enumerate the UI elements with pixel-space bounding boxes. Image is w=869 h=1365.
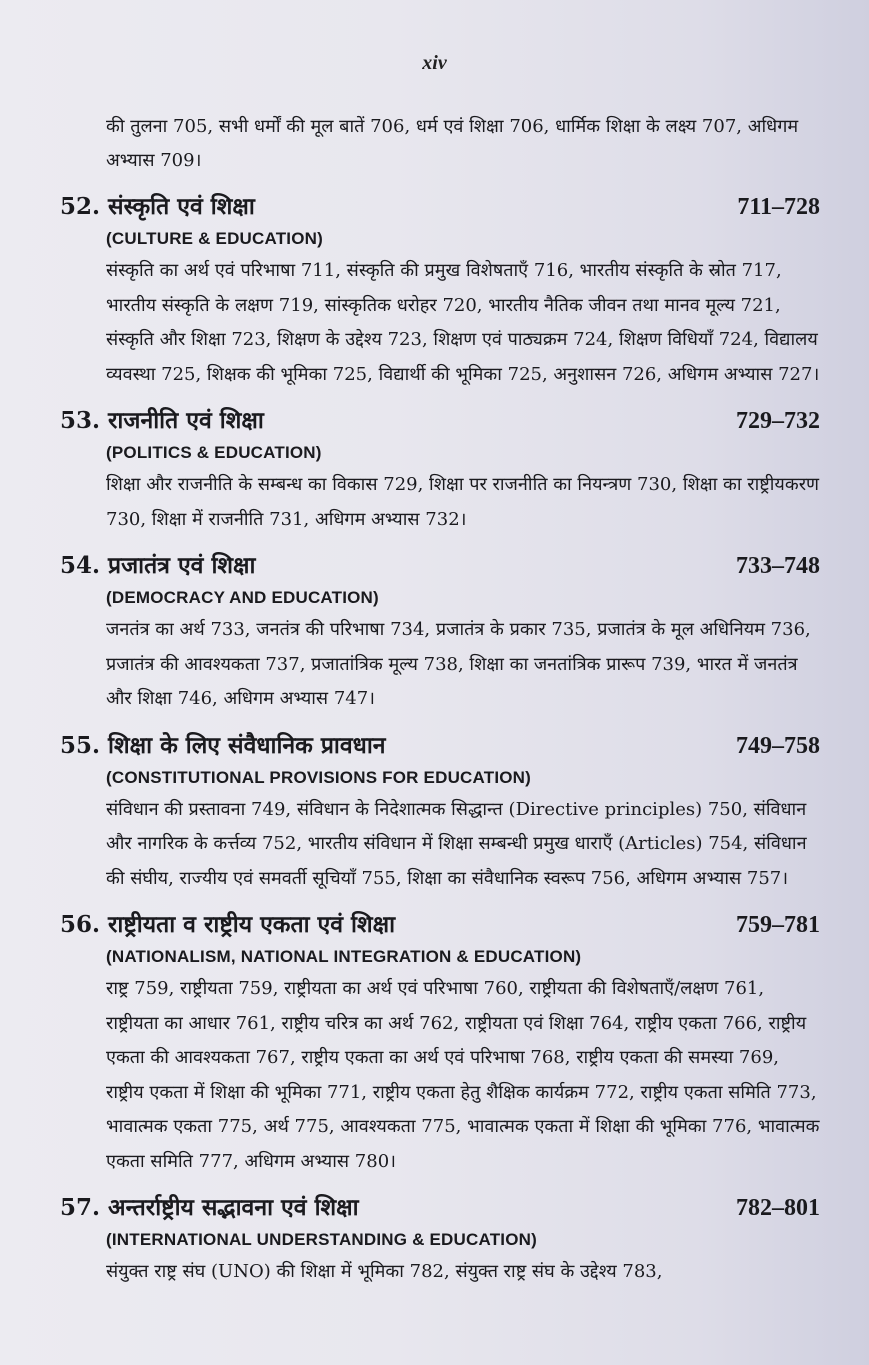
chapter-title-55: 55. शिक्षा के लिए संवैधानिक प्रावधान <box>60 731 386 759</box>
chapter-pages-55: 749–758 <box>736 732 820 759</box>
chapter-english-title-54: (DEMOCRACY AND EDUCATION) <box>106 588 379 607</box>
chapter-pages-56: 759–781 <box>736 912 820 938</box>
chapter-title-54: 54. प्रजातंत्र एवं शिक्षा <box>60 552 256 579</box>
chapter-topics-53: शिक्षा और राजनीति के सम्बन्ध का विकास 729, शिक्षा पर राजनीति का नियन्त्रण 730, शिक्षा का राष्ट्रीयकरण 730, शिक्षा में राजनीति 731, अधिगम अभ्यास 732। <box>106 474 820 530</box>
chapter-title-56: 56. राष्ट्रीयता व राष्ट्रीय एकता एवं शिक्षा <box>60 911 396 938</box>
chapter-title-57: 57. अन्तर्राष्ट्रीय सद्भावना एवं शिक्षा <box>60 1194 359 1221</box>
chapter-title-52: 52. संस्कृति एवं शिक्षा <box>60 193 255 220</box>
chapter-entry-52 <box>60 190 820 392</box>
chapter-entry-53 <box>60 404 820 537</box>
chapter-english-title-57: (INTERNATIONAL UNDERSTANDING & EDUCATION) <box>106 1230 537 1249</box>
page-number: xiv <box>422 52 447 74</box>
chapter-pages-57: 782–801 <box>736 1195 820 1221</box>
continued-entry-text: की तुलना 705, सभी धर्मों की मूल बातें 706, धर्म एवं शिक्षा 706, धार्मिक शिक्षा के लक्ष्य 707, अधिगम अभ्यास 709। <box>106 116 799 171</box>
table-of-contents <box>60 110 820 1290</box>
chapter-english-title-55: (CONSTITUTIONAL PROVISIONS FOR EDUCATION) <box>106 767 532 787</box>
chapter-topics-57: संयुक्त राष्ट्र संघ (UNO) की शिक्षा में भूमिका 782, संयुक्त राष्ट्र संघ के उद्देश्य 783, <box>106 1261 663 1282</box>
chapter-topics-55: संविधान की प्रस्तावना 749, संविधान के निदेशात्मक सिद्धान्त (Directive principles) 750, संविधान और नागरिक के कर्त्तव्य 752, भारतीय संविधान में शिक्षा सम्बन्धी प्रमुख धाराएँ (Articles) 754, संविधान की संघीय, राज्यीय एवं समवर्ती सूचियाँ 755, शिक्षा का संवैधानिक स्वरूप 756, अधिगम अभ्यास 757। <box>106 798 807 889</box>
chapter-topics-54: जनतंत्र का अर्थ 733, जनतंत्र की परिभाषा 734, प्रजातंत्र के प्रकार 735, प्रजातंत्र के मूल अधिनियम 736, प्रजातंत्र की आवश्यकता 737, प्रजातांत्रिक मूल्य 738, शिक्षा का जनतांत्रिक प्रारूप 739, भारत में जनतंत्र और शिक्षा 746, अधिगम अभ्यास 747। <box>106 619 811 709</box>
chapter-pages-54: 733–748 <box>736 553 820 579</box>
chapter-entry-56 <box>60 908 820 1179</box>
chapter-pages-53: 729–732 <box>736 408 820 434</box>
chapter-english-title-52: (CULTURE & EDUCATION) <box>106 229 323 248</box>
chapter-pages-52: 711–728 <box>737 194 820 220</box>
chapter-entry-54 <box>60 549 820 717</box>
chapter-topics-52: संस्कृति का अर्थ एवं परिभाषा 711, संस्कृति की प्रमुख विशेषताएँ 716, भारतीय संस्कृति के स्रोत 717, भारतीय संस्कृति के लक्षण 719, सांस्कृतिक धरोहर 720, भारतीय नैतिक जीवन तथा मानव मूल्य 721, संस्कृति और शिक्षा 723, शिक्षण के उद्देश्य 723, शिक्षण एवं पाठ्यक्रम 724, शिक्षण विधियाँ 724, विद्यालय व्यवस्था 725, शिक्षक की भूमिका 725, विद्यार्थी की भूमिका 725, अनुशासन 726, अधिगम अभ्यास 727। <box>106 260 820 385</box>
chapter-title-53: 53. राजनीति एवं शिक्षा <box>60 407 264 434</box>
chapter-entry-55 <box>60 729 820 897</box>
chapter-entry-57 <box>60 1191 820 1290</box>
chapter-english-title-56: (NATIONALISM, NATIONAL INTEGRATION & EDUCATION) <box>106 947 582 966</box>
chapter-topics-56: राष्ट्र 759, राष्ट्रीयता 759, राष्ट्रीयता का अर्थ एवं परिभाषा 760, राष्ट्रीयता की विशेषताएँ/लक्षण 761, राष्ट्रीयता का आधार 761, राष्ट्रीय चरित्र का अर्थ 762, राष्ट्रीयता एवं शिक्षा 764, राष्ट्रीय एकता 766, राष्ट्रीय एकता की आवश्यकता 767, राष्ट्रीय एकता का अर्थ एवं परिभाषा 768, राष्ट्रीय एकता की समस्या 769, राष्ट्रीय एकता में शिक्षा की भूमिका 771, राष्ट्रीय एकता हेतु शैक्षिक कार्यक्रम 772, राष्ट्रीय एकता समिति 773, भावात्मक एकता 775, अर्थ 775, आवश्यकता 775, भावात्मक एकता में शिक्षा की भूमिका 776, भावात्मक एकता समिति 777, अधिगम अभ्यास 780। <box>106 978 820 1172</box>
chapter-english-title-53: (POLITICS & EDUCATION) <box>106 443 322 462</box>
